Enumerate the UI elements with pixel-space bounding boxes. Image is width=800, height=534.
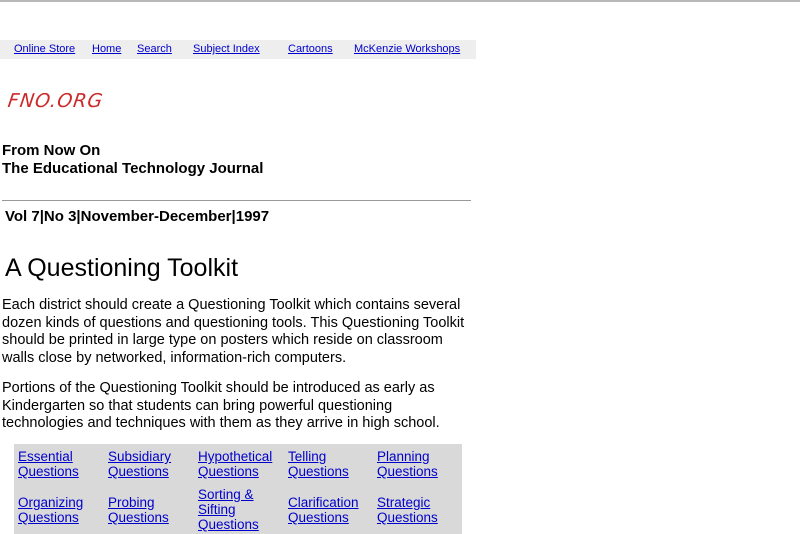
nav-link-mckenzie-workshops[interactable]: McKenzie Workshops (354, 43, 461, 55)
toolkit-link-telling-questions[interactable]: Telling Questions (288, 449, 349, 479)
toolkit-link-organizing-questions[interactable]: Organizing Questions (18, 495, 84, 525)
toolkit-link-hypothetical-questions[interactable]: Hypothetical Questions (198, 449, 273, 479)
nav-link-home[interactable]: Home (92, 43, 122, 55)
toolkit-link-strategic-questions[interactable]: Strategic Questions (377, 495, 438, 525)
nav-link-cartoons[interactable]: Cartoons (288, 43, 333, 55)
toolkit-link-probing-questions[interactable]: Probing Questions (108, 495, 169, 525)
page-title: A Questioning Toolkit (5, 254, 239, 282)
toolkit-link-planning-questions[interactable]: Planning Questions (377, 449, 438, 479)
toolkit-link-clarification-questions[interactable]: Clarification Questions (288, 495, 359, 525)
issue-info: Vol 7|No 3|November-December|1997 (5, 208, 270, 225)
journal-title (2, 142, 263, 178)
journal-title-line2: The Educational Technology Journal (2, 160, 264, 177)
top-border (0, 0, 800, 2)
intro-paragraph-1: Each district should create a Questioning Toolkit which contains several dozen kinds of questions and questioning tools. This Questioning Toolkit should be printed in large type on posters which reside on classroom walls close by networked, information-rich computers. (2, 297, 465, 366)
nav-link-online-store[interactable]: Online Store (14, 43, 76, 55)
toolkit-link-sorting-sifting-questions[interactable]: Sorting & Sifting Questions (198, 487, 259, 532)
nav-link-search[interactable]: Search (137, 43, 172, 55)
journal-title-line1: From Now On (2, 142, 101, 159)
nav-link-subject-index[interactable]: Subject Index (193, 43, 260, 55)
toolkit-link-subsidiary-questions[interactable]: Subsidiary Questions (108, 449, 172, 479)
site-logo[interactable]: FNO.ORG (6, 90, 105, 112)
intro-paragraph-2: Portions of the Questioning Toolkit should be introduced as early as Kindergarten so that students can bring powerful questioning technologies and techniques with them as they arrive in high school. (2, 380, 440, 431)
top-nav (0, 40, 476, 59)
questioning-toolkit-table (14, 444, 462, 534)
horizontal-rule (2, 200, 471, 201)
toolkit-link-essential-questions[interactable]: Essential Questions (18, 449, 79, 479)
